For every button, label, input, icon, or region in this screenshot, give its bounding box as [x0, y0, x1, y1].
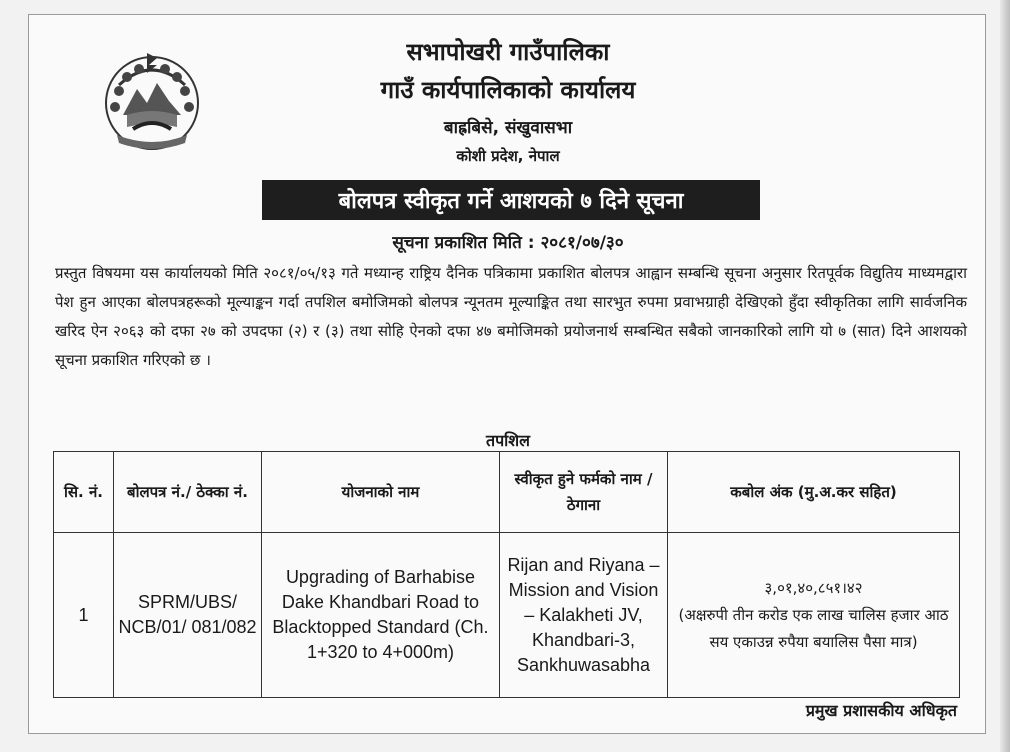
notice-title-banner — [262, 180, 760, 220]
award-table — [53, 451, 960, 698]
amount-words: (अक्षरुपी तीन करोड एक लाख चालिस हजार आठ सय एकाउन्न रुपैया बयालिस पैसा मात्र) — [678, 605, 949, 651]
notice-title: बोलपत्र स्वीकृत गर्ने आशयको ७ दिने सूचना — [338, 189, 684, 214]
amount-figure: ३,०१,४०,८५१।४२ — [764, 578, 863, 597]
table-row — [54, 533, 960, 698]
notice-page — [28, 14, 986, 734]
table-header-row — [54, 452, 960, 533]
header-amount: कबोल अंक (मु.अ.कर सहित) — [668, 452, 960, 533]
header-bid-no: बोलपत्र नं./ ठेक्का नं. — [114, 452, 262, 533]
cell-project: Upgrading of Barhabise Dake Khandbari Road to Blacktopped Standard (Ch. 1+320 to 4+000m) — [262, 533, 500, 698]
office-province: कोशी प्रदेश, नेपाल — [456, 147, 560, 165]
signature-designation: प्रमुख प्रशासकीय अधिकृत — [805, 701, 957, 720]
office-name: गाउँ कार्यपालिकाको कार्यालय — [380, 76, 636, 104]
details-heading: तपशिल — [485, 431, 531, 450]
municipality-name: सभापोखरी गाउँपालिका — [406, 38, 610, 66]
page-edge-shadow — [1000, 0, 1010, 752]
header-project: योजनाको नाम — [262, 452, 500, 533]
office-location: बाह्रबिसे, संखुवासभा — [443, 118, 573, 138]
header-sn: सि. नं. — [54, 452, 114, 533]
header-firm: स्वीकृत हुने फर्मको नाम / ठेगाना — [500, 452, 668, 533]
cell-sn: 1 — [54, 533, 114, 698]
notice-body: प्रस्तुत विषयमा यस कार्यालयको मिति २०८१/०५/१३ गते मध्यान्ह राष्ट्रिय दैनिक पत्रिकामा प्रकाशित बोलपत्र आह्वान सम्बन्धि सूचना अनुसार रितपूर्वक विद्युतिय माध्यमद्वारा पेश हुन आएका बोलपत्रहरूको मूल्याङ्कन गर्दा तपशिल बमोजिमको बोलपत्र न्यूनतम मूल्याङ्कित तथा सारभुत रुपमा प्रवाभग्राही देखिएको हुँदा स्वीकृतिका लागि सार्वजनिक खरिद ऐन २०६३ को दफा २७ को उपदफा (२) र (३) तथा सोहि ऐनको दफा ४७ बमोजिमको प्रयोजनार्थ सम्बन्धित सबैको जानकारिको लागि यो ७ (सात) दिने आशयको सूचना प्रकाशित गरिएको छ । — [55, 264, 967, 369]
cell-amount — [668, 533, 960, 698]
cell-firm: Rijan and Riyana – Mission and Vision – Kalakheti JV, Khandbari-3, Sankhuwasabha — [500, 533, 668, 698]
publish-date: सूचना प्रकाशित मिति : २०८१/०७/३० — [392, 233, 624, 253]
cell-bid-no: SPRM/UBS/ NCB/01/ 081/082 — [114, 533, 262, 698]
